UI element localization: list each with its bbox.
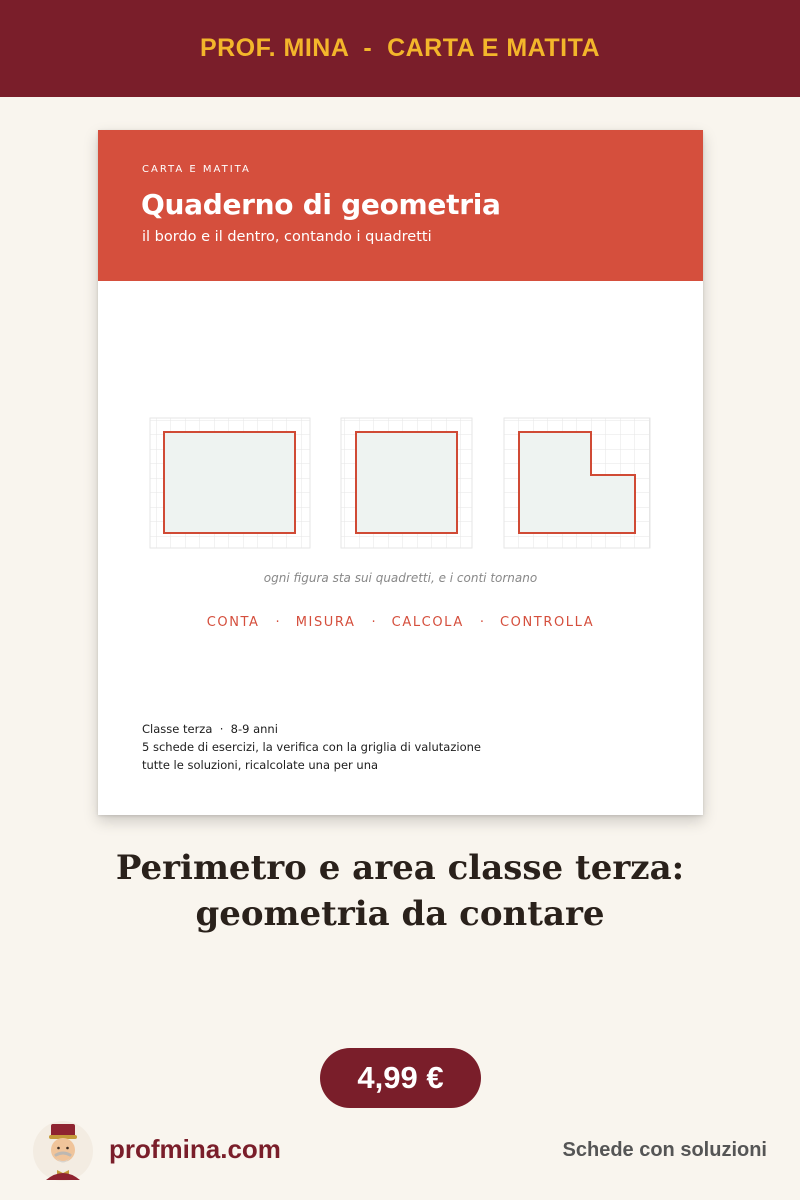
step-label: CONTROLLA — [499, 615, 595, 630]
footer-tagline: Schede con soluzioni — [562, 1139, 767, 1161]
cover-subtitle: il bordo e il dentro, contando i quadretti — [142, 229, 432, 245]
headline-line: Perimetro e area classe terza: — [115, 848, 685, 888]
banner-title: PROF. MINA - CARTA E MATITA — [199, 34, 601, 62]
step-label: CALCOLA — [391, 615, 464, 630]
detail-line: tutte le soluzioni, ricalcolate una per una — [142, 758, 379, 772]
grid-figure-rectangle — [150, 418, 310, 548]
cover-details — [142, 720, 481, 774]
mascot-avatar-icon — [32, 1120, 94, 1182]
detail-line: Classe terza · 8-9 anni — [142, 722, 278, 736]
cover-kicker: CARTA E MATITA — [142, 164, 251, 175]
step-separator: · — [275, 615, 280, 630]
step-label: MISURA — [295, 615, 356, 630]
detail-line: 5 schede di esercizi, la verifica con la griglia di valutazione — [142, 740, 481, 754]
price-badge[interactable] — [320, 1048, 481, 1108]
top-banner — [0, 0, 800, 97]
step-label: CONTA — [206, 615, 260, 630]
product-headline — [0, 845, 800, 937]
grid-figures — [98, 130, 703, 815]
step-separator: · — [479, 615, 484, 630]
grid-figure-square — [341, 418, 472, 548]
steps-row — [98, 615, 703, 630]
product-cover — [98, 130, 703, 815]
cover-caption: ogni figura sta sui quadretti, e i conti tornano — [263, 571, 538, 585]
site-link[interactable]: profmina.com — [109, 1134, 281, 1164]
headline-line: geometria da contare — [195, 894, 605, 934]
step-separator: · — [371, 615, 376, 630]
grid-figure-l-shape — [504, 418, 650, 548]
price-label: 4,99 € — [357, 1060, 444, 1095]
cover-title: Quaderno di geometria — [141, 188, 501, 221]
